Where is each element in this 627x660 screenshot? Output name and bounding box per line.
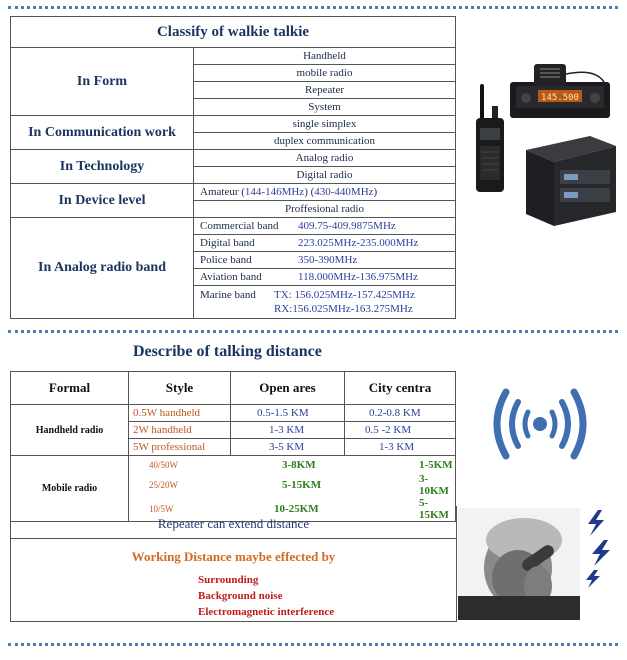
band-row-marine: Marine band TX: 156.025MHz-157.425MHz RX:156.025MHz-163.275MHz (194, 286, 456, 319)
handheld-style-1: 2W handheld (129, 422, 231, 439)
bottom-dotted-separator (8, 643, 618, 646)
wireless-signal-icon (488, 386, 592, 462)
distance-title: Describe of talking distance (133, 343, 322, 360)
communication-item-duplex: duplex communication (194, 133, 456, 150)
mobile-city-0: 1-5KM (419, 458, 453, 471)
handheld-style-2: 5W professional (129, 439, 231, 456)
handheld-city-0: 0.2-0.8 KM (345, 405, 456, 422)
mobile-open-0: 3-8KM (282, 458, 316, 471)
distance-table (10, 371, 456, 522)
mobile-style-0: 40/50W (149, 459, 178, 470)
svg-text:145.500: 145.500 (541, 93, 579, 103)
form-item-handheld: Handheld (194, 48, 456, 65)
classify-table (10, 16, 456, 319)
factor-surrounding: Surrounding (198, 574, 259, 586)
device-category: In Device level (11, 184, 194, 218)
mobile-city-1: 3-10KM (419, 473, 449, 497)
header-city: City centra (345, 372, 456, 405)
handheld-open-2: 3-5 KM (231, 439, 345, 456)
factor-background-noise: Background noise (198, 590, 283, 602)
handheld-open-0: 0.5-1.5 KM (231, 405, 345, 422)
technology-category: In Technology (11, 150, 194, 184)
form-item-repeater: Repeater (194, 82, 456, 99)
handheld-city-2: 1-3 KM (345, 439, 456, 456)
top-dotted-separator (8, 6, 618, 9)
form-item-system: System (194, 99, 456, 116)
mobile-style-1: 25/20W (149, 480, 178, 490)
handheld-style-0: 0.5W handheld (129, 405, 231, 422)
lightning-icon (580, 508, 618, 588)
middle-dotted-separator (8, 330, 618, 333)
technology-item-digital: Digital radio (194, 167, 456, 184)
band-row-commercial: Commercial band 409.75-409.9875MHz (194, 218, 456, 235)
device-item-amateur: Amateur (144-146MHz) (430-440MHz) (194, 184, 456, 201)
mobile-city-2: 5-15KM (419, 497, 449, 521)
repeater-note: Repeater can extend distance (157, 516, 310, 531)
distance-notes-box (10, 506, 457, 622)
header-formal: Formal (11, 372, 129, 405)
band-row-police: Police band 350-390MHz (194, 252, 456, 269)
device-item-professional: Proffesional radio (194, 201, 456, 218)
band-row-digital: Digital band 223.025MHz-235.000MHz (194, 235, 456, 252)
notes-divider (11, 538, 456, 539)
mobile-open-1: 5-15KM (282, 479, 322, 491)
handheld-label: Handheld radio (11, 405, 129, 456)
repeater-cabinet-image (520, 132, 618, 228)
communication-category: In Communication work (11, 116, 194, 150)
communication-item-simplex: single simplex (194, 116, 456, 133)
technology-item-analog: Analog radio (194, 150, 456, 167)
header-style: Style (129, 372, 231, 405)
handheld-open-1: 1-3 KM (231, 422, 345, 439)
band-row-aviation: Aviation band 118.000MHz-136.975MHz (194, 269, 456, 286)
mobile-open-2: 10-25KM (274, 503, 319, 515)
classify-title: Classify of walkie talkie (11, 17, 456, 48)
mobile-label: Mobile radio (11, 456, 129, 522)
handheld-radio-image (470, 84, 510, 194)
form-category: In Form (11, 48, 194, 116)
form-item-mobile: mobile radio (194, 65, 456, 82)
mobile-radio-image (500, 60, 618, 126)
factor-electromagnetic: Electromagnetic interference (198, 606, 335, 618)
mobile-style-2: 10/5W (149, 504, 174, 514)
working-distance-title: Working Distance maybe effected by (131, 549, 336, 564)
handheld-city-1: 0.5 -2 KM (345, 422, 456, 439)
person-listening-photo (458, 508, 580, 620)
header-open: Open ares (231, 372, 345, 405)
analog-category: In Analog radio band (11, 218, 194, 319)
